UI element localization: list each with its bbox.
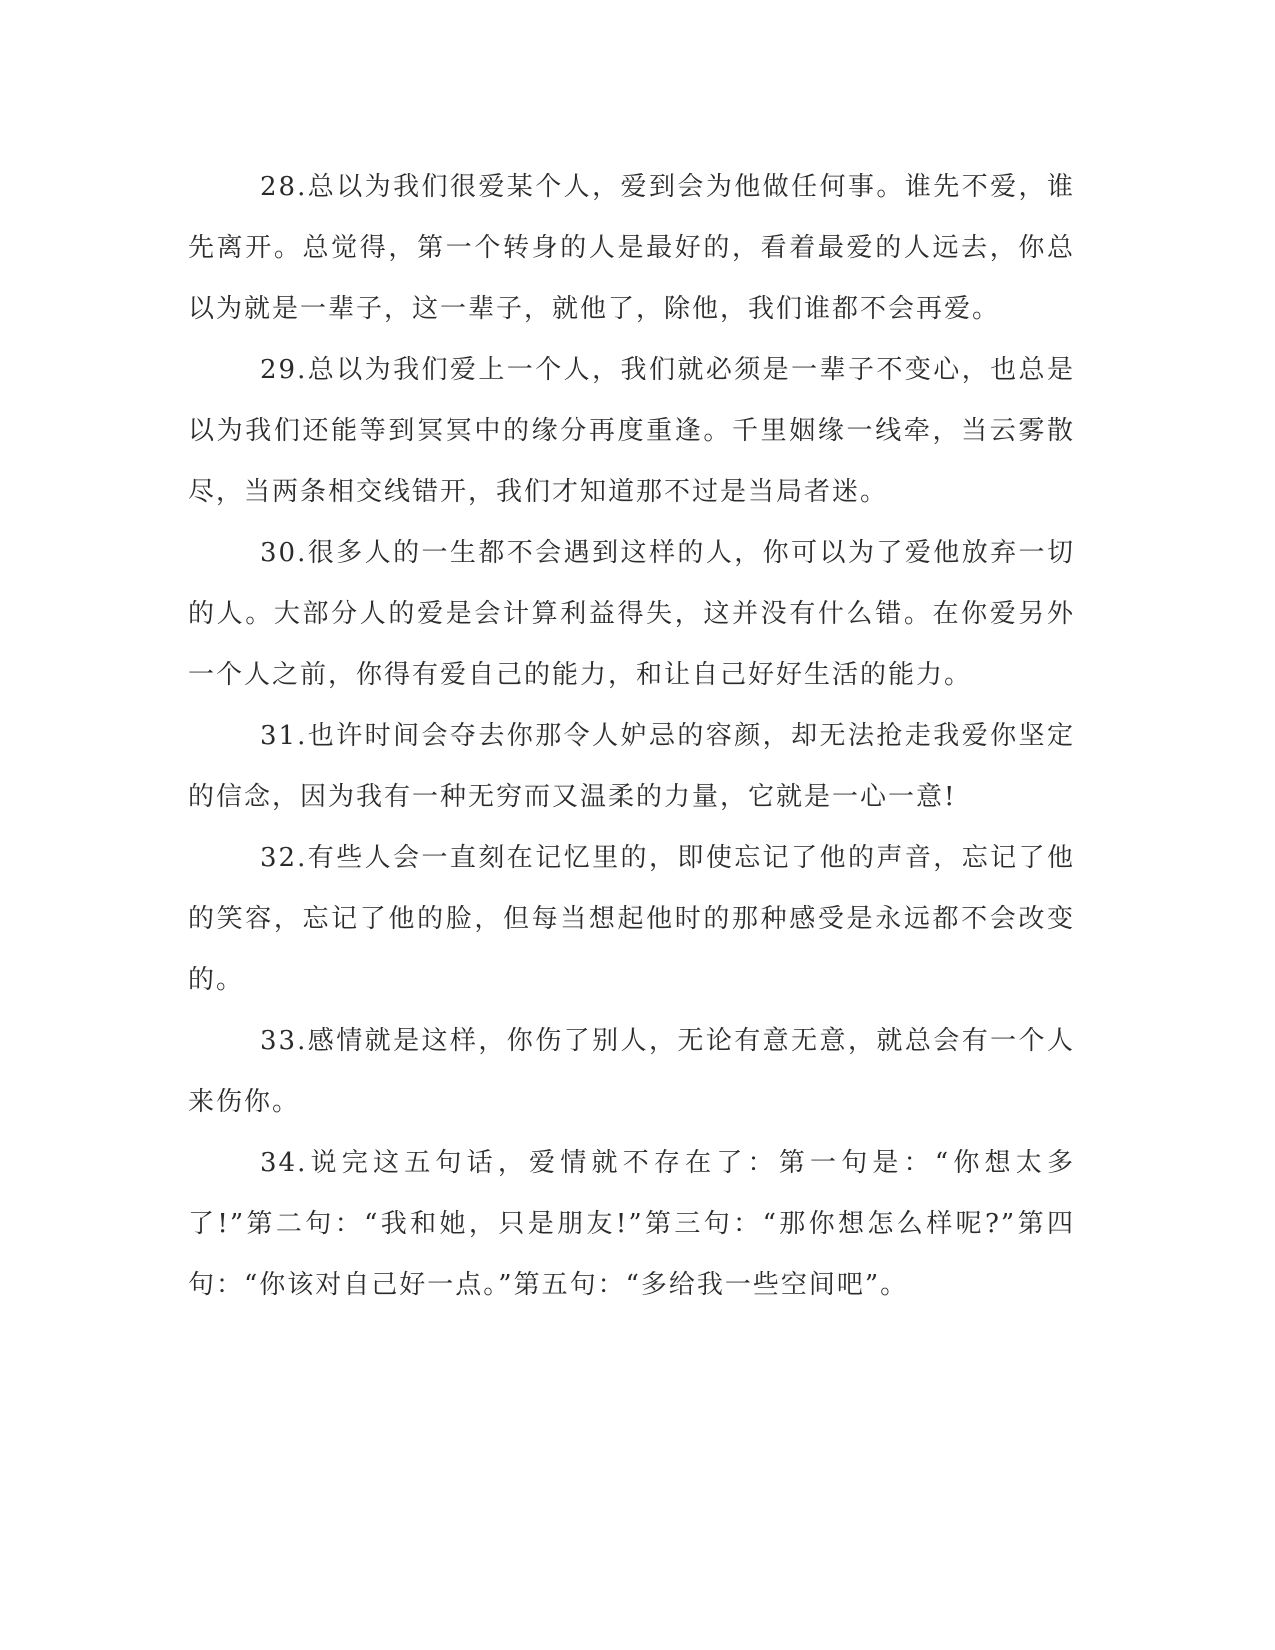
paragraph-30: 30.很多人的一生都不会遇到这样的人，你可以为了爱他放弃一切的人。大部分人的爱是会计算利益得失，这并没有什么错。在你爱另外一个人之前，你得有爱自己的能力，和让自己好好生活的能力。 bbox=[188, 538, 1075, 690]
paragraph-34: 34.说完这五句话，爱情就不存在了：第一句是：“你想太多了!”第二句：“我和她，只是朋友!”第三句：“那你想怎么样呢?”第四句：“你该对自己好一点。”第五句：“多给我一些空间吧”。 bbox=[188, 1148, 1075, 1300]
paragraph-33: 33.感情就是这样，你伤了别人，无论有意无意，就总会有一个人来伤你。 bbox=[188, 1026, 1075, 1117]
paragraph-28: 28.总以为我们很爱某个人，爱到会为他做任何事。谁先不爱，谁先离开。总觉得，第一个转身的人是最好的，看着最爱的人远去，你总以为就是一辈子，这一辈子，就他了，除他，我们谁都不会再爱。 bbox=[188, 172, 1075, 324]
paragraph-29: 29.总以为我们爱上一个人，我们就必须是一辈子不变心，也总是以为我们还能等到冥冥中的缘分再度重逢。千里姻缘一线牵，当云雾散尽，当两条相交线错开，我们才知道那不过是当局者迷。 bbox=[188, 355, 1075, 507]
document-body bbox=[188, 157, 1075, 1316]
paragraph-31: 31.也许时间会夺去你那令人妒忌的容颜，却无法抢走我爱你坚定的信念，因为我有一种无穷而又温柔的力量，它就是一心一意! bbox=[188, 721, 1075, 812]
paragraph-32: 32.有些人会一直刻在记忆里的，即使忘记了他的声音，忘记了他的笑容，忘记了他的脸，但每当想起他时的那种感受是永远都不会改变的。 bbox=[188, 843, 1075, 995]
